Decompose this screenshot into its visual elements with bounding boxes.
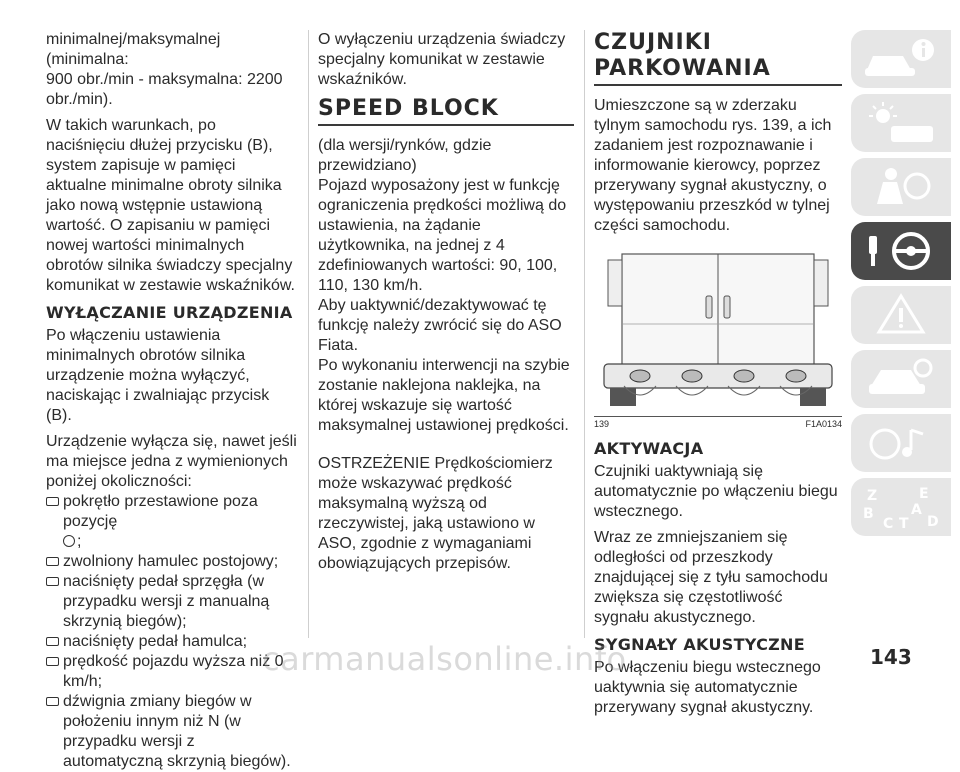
section-heading: WYŁĄCZANIE URZĄDZENIA [46,303,293,322]
paragraph: Po wykonaniu interwencji na szybie zostanie naklejona naklejka, na której wskazuje się wartość maksymalnej ustawionej prędkości. [318,357,570,434]
list-item [46,652,298,692]
column-1 [46,30,298,772]
bullet-text: dźwignia zmiany biegów w położeniu innym niż N (w przypadku wersji z automatyczną skrzynią biegów). [63,693,291,770]
paragraph: Pojazd wyposażony jest w funkcję ograniczenia prędkości możliwą do ustawienia, na żądanie użytkownika, na jednej z 4 zdefiniowanych wartości: 90, 100, 110, 130 km/h. [318,177,567,294]
list-item [46,492,298,552]
paragraph: Po włączeniu biegu wstecznego uaktywnia się automatycznie przerywany sygnał akustyczny. [594,659,821,716]
index-letter: C [883,516,894,532]
section-heading: AKTYWACJA [594,439,704,458]
figure-caption [594,416,842,430]
paragraph: Po włączeniu ustawienia minimalnych obrotów silnika urządzenie można wyłączyć, naciskając i zwalniając przycisk (B). [46,327,270,424]
paragraph: Czujniki uaktywniają się automatycznie po włączeniu biegu wstecznego. [594,463,838,520]
column-divider [584,30,585,638]
ignition-stop-icon [63,535,75,547]
column-3 [594,30,842,724]
section-heading: SYGNAŁY AKUSTYCZNE [594,635,805,654]
bullet-text: pokrętło przestawione poza pozycję [63,493,258,530]
car-info-icon [861,36,941,82]
tab-warning[interactable] [851,286,951,344]
index-letter: E [919,486,929,502]
index-letters-icon [861,484,941,530]
bullet-box-icon [46,637,59,646]
paragraph: O wyłączeniu urządzenia świadczy specjalny komunikat w zestawie wskaźników. [318,31,566,88]
paragraph: Urządzenie wyłącza się, nawet jeśli ma miejsce jedna z wymienionych poniżej okoliczności: [46,433,297,490]
maintenance-icon [861,356,941,402]
watermark: carmanualsonline.info [262,640,627,678]
bullet-suffix: ; [77,533,82,550]
dashboard-lights-icon [861,100,941,146]
airbag-icon [861,164,941,210]
index-letter: Z [867,488,878,504]
paragraph: 900 obr./min - maksymalna: 2200 obr./min). [46,71,283,108]
index-letter: T [899,516,909,532]
figure-number: 139 [594,419,610,429]
van-rear-illustration [594,246,842,414]
index-letter: A [911,502,922,518]
chapter-sidebar [851,30,951,542]
figure-parking-sensors [594,246,842,414]
tab-maintenance[interactable] [851,350,951,408]
bullet-box-icon [46,577,59,586]
bullet-box-icon [46,657,59,666]
paragraph: (dla wersji/rynków, gdzie przewidziano) [318,137,492,174]
heading-rule [594,84,842,86]
paragraph: W takich warunkach, po naciśnięciu dłużej przycisku (B), system zapisuje w pamięci aktualne minimalne obroty silnika jako nową wstępnie ustawioną wartość. O zapisaniu w pamięci nowej wartości minimalnych obrotów silnika świadczy specjalny komunikat w zestawie wskaźników. [46,117,295,294]
list-item [46,692,298,772]
bullet-box-icon [46,697,59,706]
column-2 [318,30,574,580]
column-divider [308,30,309,638]
section-heading: CZUJNIKI PARKOWANIA [594,30,771,81]
bullet-text: zwolniony hamulec postojowy; [63,553,279,570]
list-item [46,572,298,632]
figure-code: F1A0134 [805,419,842,429]
index-letter: D [927,514,939,530]
tab-car-info[interactable] [851,30,951,88]
tab-multimedia[interactable] [851,414,951,472]
bullet-list [46,492,298,772]
tab-key-steering[interactable] [851,222,951,280]
multimedia-icon [861,420,941,466]
bullet-box-icon [46,557,59,566]
paragraph: minimalnej/maksymalnej (minimalna: [46,31,221,68]
heading-rule [318,124,574,126]
index-letter: B [863,506,874,522]
page-number: 143 [870,645,912,669]
paragraph: Umieszczone są w zderzaku tylnym samochodu rys. 139, a ich zadaniem jest rozpoznawanie i informowanie kierowcy, poprzez przerywany sygnał akustyczny, o występowaniu przeszkód w tylnej części samochodu. [594,97,832,234]
section-heading: SPEED BLOCK [318,96,499,121]
warning-paragraph: OSTRZEŻENIE Prędkościomierz może wskazywać prędkość maksymalną wyższą od rzeczywistej, jaką ustawiono w ASO, zgodnie z wymaganiami obowiązujących przepisów. [318,455,553,572]
bullet-text: naciśnięty pedał sprzęgła (w przypadku wersji z manualną skrzynią biegów); [63,573,270,630]
bullet-text: prędkość pojazdu wyższa niż 0 km/h; [63,653,284,690]
warning-triangle-icon [861,292,941,338]
tab-airbag[interactable] [851,158,951,216]
paragraph: Aby uaktywnić/dezaktywować tę funkcję należy zwrócić się do ASO Fiata. [318,297,562,354]
bullet-text: naciśnięty pedał hamulca; [63,633,248,650]
tab-index[interactable] [851,478,951,536]
paragraph: Wraz ze zmniejszaniem się odległości od przeszkody znajdującej się z tyłu samochodu zwiększa się częstotliwość sygnału akustycznego. [594,529,828,626]
list-item [46,632,298,652]
tab-dashboard-lights[interactable] [851,94,951,152]
key-steering-wheel-icon [861,228,941,274]
bullet-box-icon [46,497,59,506]
list-item [46,552,298,572]
